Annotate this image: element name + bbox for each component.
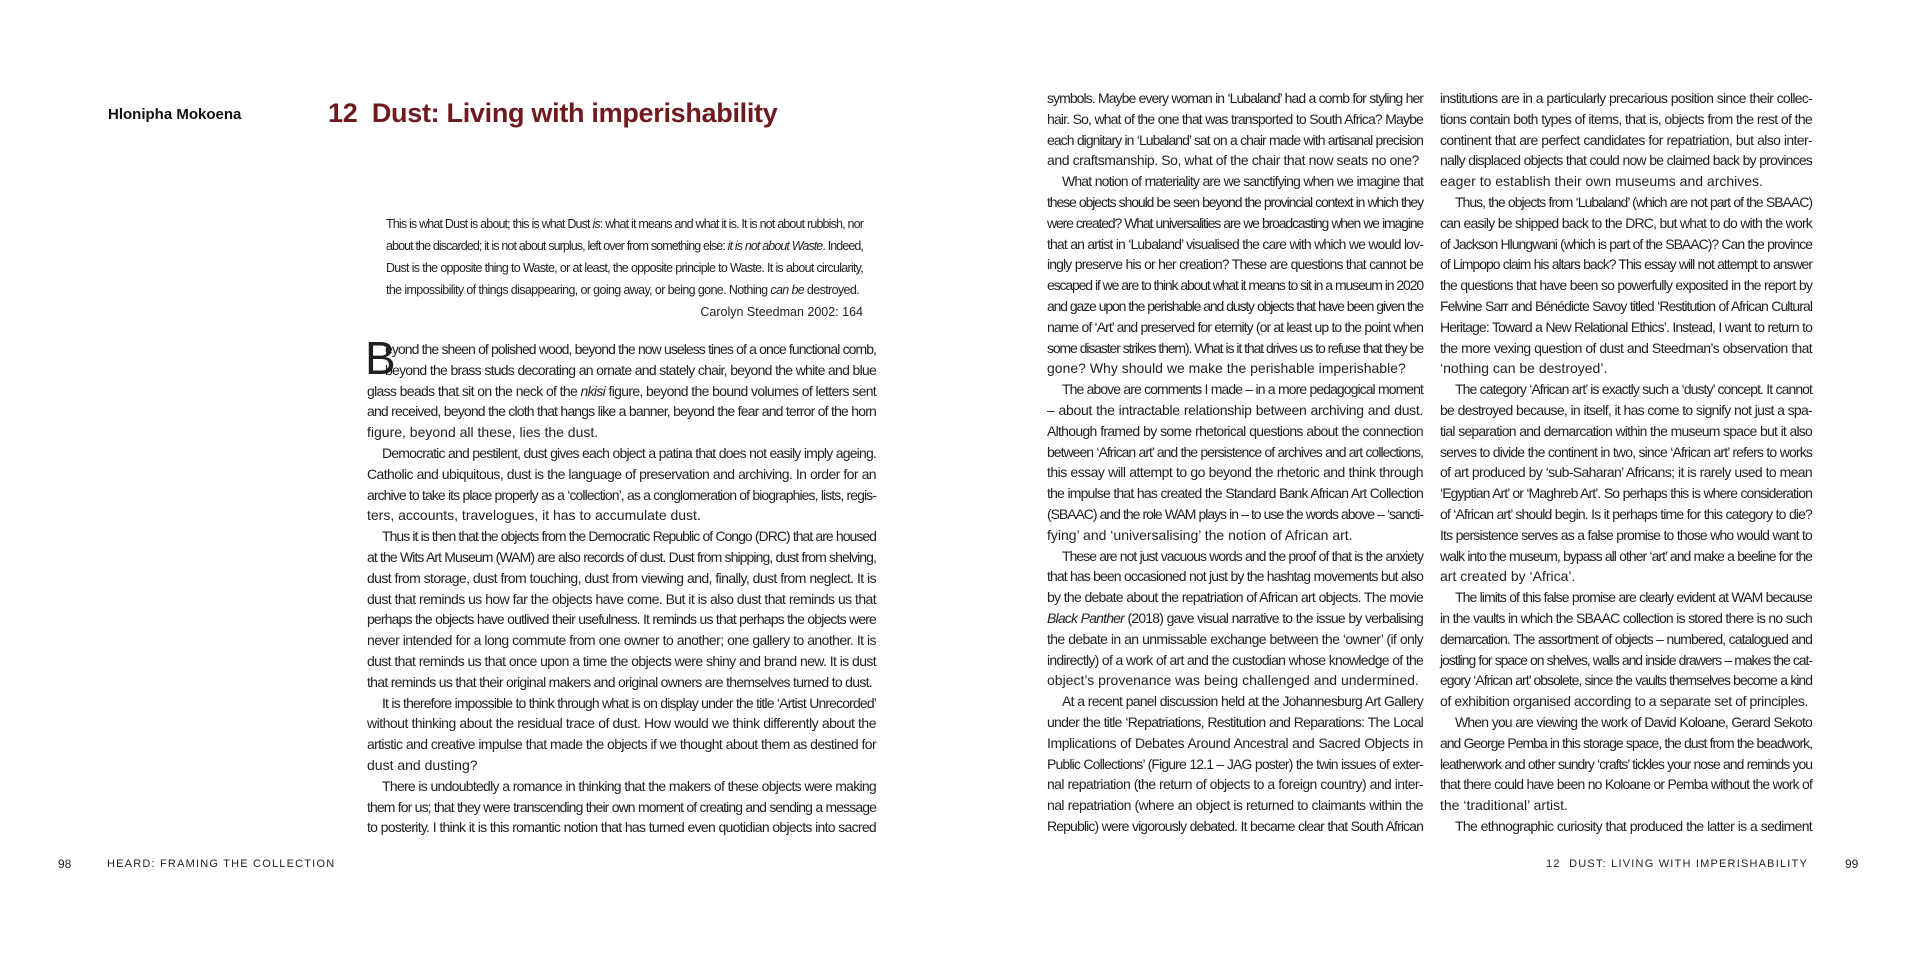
text-line	[1047, 88, 1423, 109]
paragraph	[1440, 587, 1812, 712]
text-line	[367, 609, 876, 630]
text-run: figure, beyond all these, lies the dust.	[367, 424, 599, 441]
text-line	[1440, 379, 1812, 400]
text-run: of Limpopo claim his altars back? This essay will not attempt to answer	[1440, 256, 1812, 273]
paragraph	[1440, 192, 1812, 379]
text-line	[1047, 566, 1423, 587]
text-run: and gaze upon the perishable and dusty objects that have been given the	[1047, 297, 1423, 314]
text-run: serves to divide the continent in two, since ‘African art’ refers to works	[1440, 443, 1812, 460]
text-line	[1047, 442, 1423, 463]
text-run: institutions are in a particularly precarious position since their collec-	[1440, 90, 1812, 106]
text-run: continent that are perfect candidates for repatriation, but also inter-	[1440, 131, 1812, 148]
text-line	[1047, 483, 1423, 504]
text-line	[1047, 504, 1423, 525]
text-line	[1047, 338, 1423, 359]
text-line	[1047, 733, 1423, 754]
text-line	[1047, 358, 1423, 379]
text-line	[1047, 774, 1423, 795]
drop-cap: B	[365, 332, 396, 384]
text-run: glass beads that sit on the neck of the	[367, 382, 581, 399]
text-run: the impossibility of things disappearing, or going away, or being gone. Nothing	[386, 283, 771, 297]
text-line	[367, 505, 876, 526]
page-number-right: 99	[1845, 857, 1859, 871]
text-line	[367, 526, 876, 547]
text-run: the more vexing question of dust and Steedman’s observation that	[1440, 339, 1812, 356]
text-line	[1440, 712, 1812, 733]
text-line	[1047, 587, 1423, 608]
text-run: to posterity. I think it is this romantic notion that has turned even quotidian objects into sacred	[367, 819, 876, 836]
text-run: ‘nothing can be destroyed’.	[1440, 360, 1608, 377]
text-line	[1440, 733, 1812, 754]
text-line	[1047, 670, 1423, 691]
text-line	[1440, 504, 1812, 525]
text-line	[1047, 296, 1423, 317]
text-run: of art produced by ‘sub-Saharan’ Africans; it is rarely used to mean	[1440, 464, 1812, 481]
text-run: these objects should be seen beyond the provincial context in which they	[1047, 193, 1423, 210]
text-line	[367, 817, 876, 838]
text-run: figure, beyond the bound volumes of letters sent	[605, 382, 876, 399]
text-line	[1047, 171, 1423, 192]
text-run: The ethnographic curiosity that produced the latter is a sediment	[1455, 817, 1812, 834]
text-line	[1047, 525, 1423, 546]
text-line	[367, 672, 876, 693]
text-line	[1047, 234, 1423, 255]
text-run: demarcation. The assortment of objects – numbered, catalogued and	[1440, 630, 1812, 647]
text-run: and George Pemba in this storage space, the dust from the beadwork,	[1440, 734, 1812, 751]
text-run: egory ‘African art’ obsolete, since the vaults themselves become a kind	[1440, 672, 1812, 689]
text-run: some disaster strikes them). What is it that drives us to refuse that they be	[1047, 339, 1423, 356]
text-line	[367, 339, 876, 360]
paragraph	[367, 776, 876, 838]
text-run: destroyed.	[804, 283, 860, 297]
text-line	[1440, 442, 1812, 463]
text-line	[1440, 150, 1812, 171]
text-line	[1440, 670, 1812, 691]
text-line	[386, 213, 863, 235]
text-line	[1047, 192, 1423, 213]
left-body-text	[365, 332, 876, 838]
text-run: symbols. Maybe every woman in ‘Lubaland’ had a comb for styling her	[1047, 90, 1423, 106]
text-run: each dignitary in ‘Lubaland’ sat on a chair made with artisanal precision	[1047, 131, 1423, 148]
text-line	[1440, 691, 1812, 712]
text-run: between ‘African art’ and the persistence of archives and art collections,	[1047, 443, 1423, 460]
text-line	[1440, 317, 1812, 338]
text-run: perhaps the objects have outlived their usefulness. It reminds us that perhaps the objects were	[367, 611, 876, 628]
text-line	[1047, 317, 1423, 338]
text-run: tions contain both types of items, that is, objects from the rest of the	[1440, 110, 1812, 127]
text-run: artistic and creative impulse that made the objects if we thought about them as destined for	[367, 736, 876, 753]
text-run: the impulse that has created the Standard Bank African Art Collection	[1047, 485, 1423, 502]
text-line	[1440, 483, 1812, 504]
text-line	[367, 755, 876, 776]
text-line	[367, 464, 876, 485]
text-run: in the vaults in which the SBAAC collection is stored there is no such	[1440, 609, 1812, 626]
paragraph	[1047, 379, 1423, 545]
right-column-1	[1047, 88, 1423, 837]
text-run: dust that reminds us how far the objects have come. But it is also dust that reminds us that	[367, 590, 876, 607]
text-run: of Jackson Hlungwani (which is part of the SBAAC)? Can the province	[1440, 235, 1812, 252]
text-line	[1440, 754, 1812, 775]
paragraph	[1440, 712, 1812, 816]
text-run: Republic) were vigorously debated. It became clear that South African	[1047, 817, 1423, 834]
text-line	[1440, 338, 1812, 359]
text-line	[1440, 525, 1812, 546]
text-line	[367, 713, 876, 734]
text-run: Public Collections’ (Figure 12.1 – JAG poster) the twin issues of exter-	[1047, 755, 1423, 772]
text-line	[367, 401, 876, 422]
page-number-left: 98	[58, 857, 72, 871]
text-run: be destroyed because, in itself, it has come to signify not just a spa-	[1440, 401, 1812, 418]
text-line	[1440, 462, 1812, 483]
text-run: ingly preserve his or her creation? These are questions that cannot be	[1047, 256, 1423, 273]
text-line	[1047, 462, 1423, 483]
text-line	[367, 360, 876, 381]
text-line	[1440, 546, 1812, 567]
text-run: this essay will attempt to go beyond the rhetoric and think through	[1047, 464, 1423, 481]
text-line	[1440, 234, 1812, 255]
paragraph	[367, 339, 876, 443]
text-line	[367, 797, 876, 818]
text-run: The above are comments I made – in a more pedagogical moment	[1062, 381, 1423, 398]
text-line	[1440, 400, 1812, 421]
text-line	[367, 443, 876, 464]
text-run: (2018) gave visual narrative to the issue by verbalising	[1124, 609, 1423, 626]
text-run: the questions that have been so powerfully exposited in the report by	[1440, 277, 1812, 294]
text-line	[1047, 691, 1423, 712]
text-run: Democratic and pestilent, dust gives each object a patina that does not easily imply ageing.	[382, 444, 876, 461]
text-run: about the discarded; it is not about surplus, left over from something else:	[386, 239, 728, 253]
text-run: the ‘traditional’ artist.	[1440, 797, 1568, 814]
text-line	[1047, 795, 1423, 816]
text-run: indirectly) of a work of art and the custodian whose knowledge of the	[1047, 651, 1423, 668]
text-line	[1440, 587, 1812, 608]
text-run: by the debate about the repatriation of African art objects. The movie	[1047, 589, 1423, 606]
paragraph	[1440, 816, 1812, 837]
text-run: Catholic and ubiquitous, dust is the language of preservation and archiving. In order for an	[367, 465, 876, 482]
text-run: What notion of materiality are we sanctifying when we imagine that	[1062, 173, 1423, 190]
text-line	[1440, 171, 1812, 192]
epigraph	[386, 213, 863, 323]
text-run: Dust is the opposite thing to Waste, or at least, the opposite principle to Waste. It is about circularity,	[386, 261, 863, 275]
text-run: – about the intractable relationship between archiving and dust.	[1047, 401, 1423, 418]
text-run: at the Wits Art Museum (WAM) are also records of dust. Dust from shipping, dust from shelving,	[367, 548, 876, 565]
right-column-2	[1440, 88, 1812, 837]
text-line	[1047, 254, 1423, 275]
text-line	[1440, 358, 1812, 379]
text-run: of ‘African art’ should begin. Is it perhaps time for this category to die?	[1440, 505, 1812, 522]
text-line	[367, 651, 876, 672]
text-run: nal repatriation (the return of objects to a foreign country) and inter-	[1047, 776, 1423, 793]
text-line	[1047, 754, 1423, 775]
text-run: and craftsmanship. So, what of the chair that now seats no one?	[1047, 152, 1419, 169]
text-run: art created by ‘Africa’.	[1440, 568, 1576, 585]
text-run: At a recent panel discussion held at the Johannesburg Art Gallery	[1062, 693, 1423, 710]
paragraph	[367, 443, 876, 526]
text-run: that an artist in ‘Lubaland’ visualised the care with which we would lov-	[1047, 235, 1423, 252]
text-run: Thus it is then that the objects from the Democratic Republic of Congo (DRC) that are housed	[382, 528, 876, 545]
text-line	[367, 693, 876, 714]
text-line	[1047, 421, 1423, 442]
paragraph	[1047, 88, 1423, 171]
text-line	[386, 257, 863, 279]
text-line	[367, 422, 876, 443]
text-run: gone? Why should we make the perishable imperishable?	[1047, 360, 1406, 377]
text-line	[1047, 608, 1423, 629]
text-line	[367, 734, 876, 755]
italic-text: nkisi	[580, 382, 606, 399]
text-line	[386, 279, 863, 301]
text-run: nal repatriation (where an object is returned to claimants within the	[1047, 797, 1423, 814]
text-line	[1440, 421, 1812, 442]
text-run: . Indeed,	[822, 239, 863, 253]
text-line	[1047, 546, 1423, 567]
text-run: beyond the brass studs decorating an ornate and stately chair, beyond the white and blue	[385, 361, 876, 378]
text-line	[367, 630, 876, 651]
text-run: : what it means and what it is. It is not about rubbish, nor	[599, 217, 864, 231]
text-line	[367, 776, 876, 797]
text-run: eager to establish their own museums and archives.	[1440, 173, 1763, 190]
running-head-right: 12 DUST: LIVING WITH IMPERISHABILITY	[1546, 858, 1808, 870]
text-run: eyond the sheen of polished wood, beyond the now useless tines of a once functional comb,	[385, 341, 876, 357]
paragraph	[1440, 88, 1812, 192]
text-run: fying’ and ‘universalising’ the notion of African art.	[1047, 526, 1353, 543]
text-line	[1047, 379, 1423, 400]
text-line	[1047, 816, 1423, 837]
text-run: nally displaced objects that could now be claimed back by provinces	[1440, 152, 1812, 169]
text-run: When you are viewing the work of David Koloane, Gerard Sekoto	[1455, 713, 1812, 730]
text-run: object’s provenance was being challenged and undermined.	[1047, 672, 1419, 689]
text-run: without thinking about the residual trace of dust. How would we think differently about the	[367, 715, 876, 732]
text-line	[1047, 650, 1423, 671]
text-run: can easily be shipped back to the DRC, but what to do with the work	[1440, 214, 1812, 231]
paragraph	[1047, 691, 1423, 837]
text-run: The category ‘African art’ is exactly such a ‘dusty’ concept. It cannot	[1455, 381, 1812, 398]
text-line	[1047, 400, 1423, 421]
text-line	[1440, 130, 1812, 151]
text-line	[1047, 712, 1423, 733]
text-run: There is undoubtedly a romance in thinking that the makers of these objects were making	[382, 777, 876, 794]
text-run: Heritage: Toward a New Relational Ethics’. Instead, I want to return to	[1440, 318, 1812, 335]
text-run: dust and dusting?	[367, 756, 478, 773]
text-line	[1440, 213, 1812, 234]
text-line	[1440, 774, 1812, 795]
text-line	[1440, 192, 1812, 213]
text-run: the debate in an unmissable exchange between the ‘owner’ (if only	[1047, 630, 1423, 647]
text-run: that there could have been no Koloane or Pemba without the work of	[1440, 776, 1812, 793]
italic-text: Black Panther	[1047, 609, 1125, 626]
text-run: under the title ‘Repatriations, Restitution and Reparations: The Local	[1047, 713, 1423, 730]
italic-text: can be	[770, 283, 805, 297]
paragraph	[367, 526, 876, 692]
text-run: archive to take its place properly as a ‘collection’, as a conglomeration of biographies, lists, regis-	[367, 486, 876, 503]
text-line	[1047, 130, 1423, 151]
text-run: These are not just vacuous words and the proof of that is the anxiety	[1062, 547, 1423, 564]
text-run: leatherwork and other sundry ‘crafts’ tickles your nose and reminds you	[1440, 755, 1812, 772]
text-line	[1440, 629, 1812, 650]
text-line	[367, 589, 876, 610]
italic-text: it is not about Waste	[727, 239, 823, 253]
text-run: were created? What universalities are we broadcasting when we imagine	[1047, 214, 1423, 231]
text-run: that reminds us that their original makers and original owners are themselves turned to dust.	[367, 673, 872, 690]
text-run: escaped if we are to think about what it means to sit in a museum in 2020	[1047, 277, 1423, 294]
text-run: It is therefore impossible to think through what is on display under the title ‘Artist Unrecorded’	[382, 694, 876, 711]
text-run: that has been occasioned not just by the hashtag movements but also	[1047, 568, 1423, 585]
text-run: and received, beyond the cloth that hangs like a banner, beyond the fear and terror of the horn	[367, 403, 876, 420]
text-run: ‘Egyptian Art’ or ‘Maghreb Art’. So perhaps this is where consideration	[1440, 485, 1812, 502]
text-run: Felwine Sarr and Bénédicte Savoy titled ‘Restitution of African Cultural	[1440, 297, 1812, 314]
running-head-left: HEARD: FRAMING THE COLLECTION	[107, 858, 336, 870]
text-run: dust from storage, dust from touching, dust from viewing and, finally, dust from neglect. It is	[367, 569, 876, 586]
text-line	[1047, 213, 1423, 234]
paragraph	[1440, 379, 1812, 587]
text-line	[386, 235, 863, 257]
text-line	[1440, 254, 1812, 275]
text-run: This is what Dust is about; this is what Dust	[386, 217, 593, 231]
text-run: hair. So, what of the one that was transported to South Africa? Maybe	[1047, 110, 1423, 127]
text-line	[1047, 150, 1423, 171]
paragraph	[1047, 546, 1423, 692]
text-line	[367, 381, 876, 402]
text-run: The limits of this false promise are clearly evident at WAM because	[1455, 589, 1812, 606]
text-line	[367, 547, 876, 568]
text-run: jostling for space on shelves, walls and inside drawers – makes the cat-	[1440, 651, 1812, 668]
text-run: (SBAAC) and the role WAM plays in – to use the words above – ‘sancti-	[1047, 505, 1423, 522]
text-line	[1440, 296, 1812, 317]
text-line	[1440, 795, 1812, 816]
text-line	[1440, 109, 1812, 130]
text-line	[367, 568, 876, 589]
chapter-title: 12 Dust: Living with imperishability	[328, 98, 778, 128]
text-run: name of ‘Art’ and preserved for eternity (or at least up to the point when	[1047, 318, 1423, 335]
text-run: dust that reminds us that once upon a time the objects were shiny and brand new. It is dust	[367, 652, 876, 669]
chapter-author: Hlonipha Mokoena	[108, 106, 242, 123]
text-line	[1440, 88, 1812, 109]
text-line	[1440, 566, 1812, 587]
text-line	[1440, 608, 1812, 629]
text-line	[1440, 650, 1812, 671]
text-run: never intended for a long commute from one owner to another; one gallery to another. It is	[367, 632, 876, 649]
text-line	[1047, 275, 1423, 296]
text-line	[367, 485, 876, 506]
text-line	[1047, 629, 1423, 650]
text-run: Its persistence serves as a false promise to those who would want to	[1440, 526, 1812, 543]
epigraph-attribution: Carolyn Steedman 2002: 164	[700, 305, 863, 319]
text-run: of exhibition organised according to a separate set of principles.	[1440, 693, 1808, 710]
text-run: Although framed by some rhetorical questions about the connection	[1047, 422, 1423, 439]
text-run: Implications of Debates Around Ancestral and Sacred Objects in	[1047, 734, 1423, 751]
text-line	[1440, 816, 1812, 837]
text-line	[1047, 109, 1423, 130]
text-run: ters, accounts, travelogues, it has to accumulate dust.	[367, 507, 701, 524]
paragraph	[367, 693, 876, 776]
text-run: Thus, the objects from ‘Lubaland’ (which are not part of the SBAAC)	[1455, 193, 1812, 210]
italic-text: is	[592, 217, 600, 231]
text-line	[1440, 275, 1812, 296]
text-run: tial separation and demarcation within the museum space but it also	[1440, 422, 1812, 439]
text-run: them for us; that they were transcending their own moment of creating and sending a message	[367, 798, 876, 815]
paragraph	[1047, 171, 1423, 379]
text-run: walk into the museum, bypass all other ‘art’ and make a beeline for the	[1440, 547, 1812, 564]
